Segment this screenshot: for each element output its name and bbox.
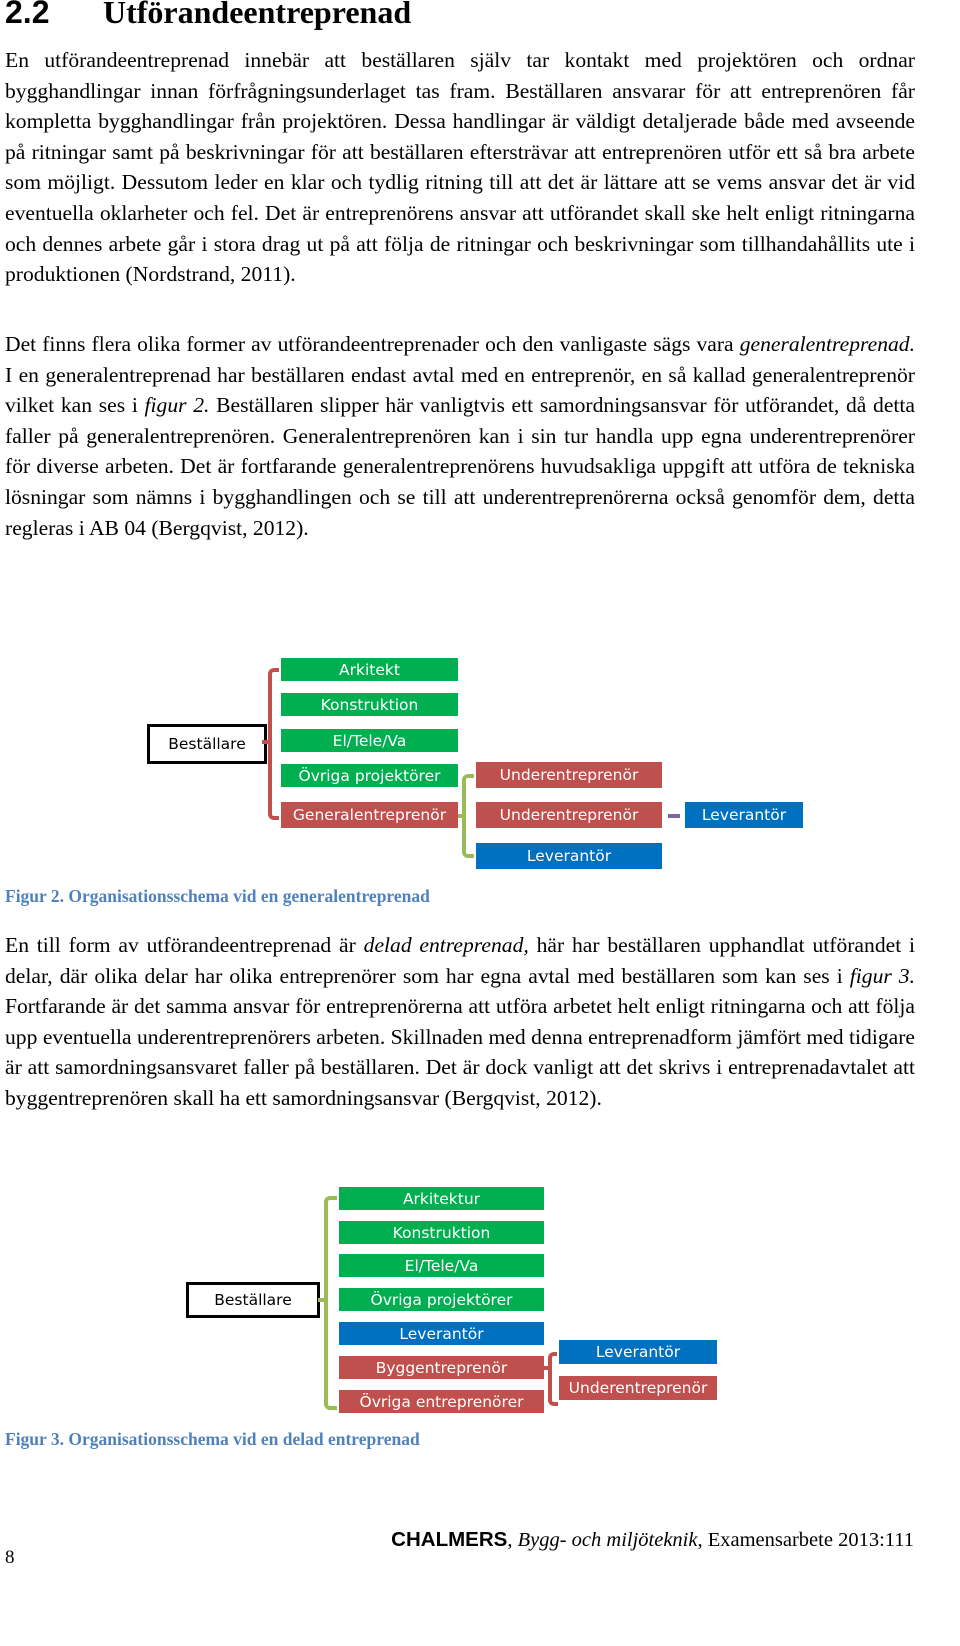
fig3-el-tele-va: El/Tele/Va	[337, 1252, 546, 1279]
fig2-ovriga-projektorer: Övriga projektörer	[279, 762, 460, 789]
fig3-ovriga-projektorer: Övriga projektörer	[337, 1286, 546, 1313]
paragraph-1: En utförandeentreprenad innebär att beställaren själv tar kontakt med projektören och ordnar bygghandlingar innan förfrågningsunderlaget tas fram. Beställaren ansvarar för att entreprenören får kompletta bygghandlingar från projektören. Dessa handlingar är väldigt detaljerade både med avseende på ritningar samt på beskrivningar för att beställaren eftersträvar att entreprenören utför ett så bra arbete som möjligt. Dessutom leder en klar och tydlig ritning till att det är lättare att se vems ansvar det är vid eventuella oklarheter och fel. Det är entreprenörens ansvar att utförandet skall ske helt enligt ritningarna och dennes arbete går i stora drag ut på att följa de ritningar och beskrivningar som tillhandahållits ute i produktionen (Nordstrand, 2011).	[5, 48, 915, 287]
fig2-leverantor-1: Leverantör	[474, 841, 664, 871]
page-footer	[391, 1528, 914, 1552]
page-number: 8	[5, 1547, 15, 1568]
footer-separator: ,	[507, 1529, 518, 1551]
paragraph-2	[5, 329, 915, 543]
fig3-underentreprenor: Underentreprenör	[557, 1374, 719, 1402]
paragraph-3-emphasis-a: delad entreprenad,	[363, 933, 529, 957]
fig3-root-bestallare: Beställare	[186, 1282, 320, 1318]
paragraph-3-emphasis-b: figur 3.	[849, 963, 916, 988]
paragraph-3-text-c: Fortfarande är det samma ansvar för entreprenörerna att utföra arbetet helt enligt ritningarna och att följa upp eventuella underentreprenörers arbeten. Skillnaden med denna entreprenadform jämfört med tidigare är att samordningsansvaret faller på beställaren. Det är dock vanligt att det skrivs i entreprenadavtalet att byggentreprenören skall ha ett samordningsansvar (Bergqvist, 2012).	[5, 994, 915, 1110]
fig2-bracket-green-tip	[458, 814, 466, 818]
paragraph-2-text-c: Beställaren slipper här vanligtvis ett samordningsansvar för utförandet, då detta faller på generalentreprenören. Generalentreprenören kan i sin tur handla upp egna underentreprenörer för diverse arbeten. Det är fortfarande generalentreprenörens huvudsakliga uppgift att utföra de tekniska lösningar som nämns i bygghandlingen och se till att underentreprenörerna också genomför dem, detta regleras i AB 04 (Bergqvist, 2012).	[5, 393, 915, 540]
figure-3-caption: Figur 3. Organisationsschema vid en delad entreprenad	[5, 1429, 420, 1449]
fig3-leverantor-1: Leverantör	[337, 1320, 546, 1347]
fig3-byggentreprenor: Byggentreprenör	[337, 1354, 546, 1381]
fig2-root-bestallare: Beställare	[147, 724, 267, 764]
footer-brand: CHALMERS	[391, 1528, 508, 1551]
paragraph-2-emphasis-a: generalentreprenad.	[739, 332, 915, 356]
fig3-bracket-red-tip	[542, 1366, 550, 1370]
fig3-konstruktion: Konstruktion	[337, 1219, 546, 1246]
paragraph-2-text-b: I en generalentreprenad har beställaren endast avtal med en entreprenör, en så kallad generalentreprenör vilket kan ses i	[5, 362, 915, 418]
paragraph-3	[5, 930, 915, 1114]
footer-report: , Examensarbete 2013:111	[697, 1529, 914, 1551]
fig2-underentreprenor-1: Underentreprenör	[474, 760, 664, 790]
paragraph-3-text-a: En till form av utförandeentreprenad är	[5, 933, 364, 957]
fig3-arkitektur: Arkitektur	[337, 1185, 546, 1212]
fig2-connector	[668, 814, 680, 818]
fig2-leverantor-2: Leverantör	[683, 800, 805, 830]
section-number: 2.2	[5, 0, 50, 30]
paragraph-2-emphasis-b: figur 2.	[144, 393, 210, 418]
section-title: Utförandeentreprenad	[103, 0, 412, 30]
paragraph-3-text-b: här har beställaren upphandlat utförandet i delar, där olika delar har olika entreprenörer som har egna avtal med beställaren som kan ses i	[5, 933, 916, 988]
fig2-underentreprenor-2: Underentreprenör	[474, 800, 664, 830]
fig2-bracket-tip	[262, 740, 272, 744]
fig2-konstruktion: Konstruktion	[279, 691, 460, 718]
figure-2-caption: Figur 2. Organisationsschema vid en generalentreprenad	[5, 886, 430, 906]
section-heading	[5, 0, 411, 31]
paragraph-2-text-a: Det finns flera olika former av utförandeentreprenader och den vanligaste sägs vara	[5, 332, 740, 356]
fig3-bracket-tip	[318, 1298, 328, 1302]
fig2-el-tele-va: El/Tele/Va	[279, 727, 460, 754]
fig2-arkitekt: Arkitekt	[279, 656, 460, 683]
fig2-generalentreprenor: Generalentreprenör	[279, 800, 460, 830]
fig3-ovriga-entreprenorer: Övriga entreprenörer	[337, 1388, 546, 1415]
fig3-bracket-green	[324, 1196, 338, 1410]
footer-department: Bygg- och miljöteknik	[517, 1529, 698, 1551]
fig3-leverantor-2: Leverantör	[557, 1338, 719, 1366]
